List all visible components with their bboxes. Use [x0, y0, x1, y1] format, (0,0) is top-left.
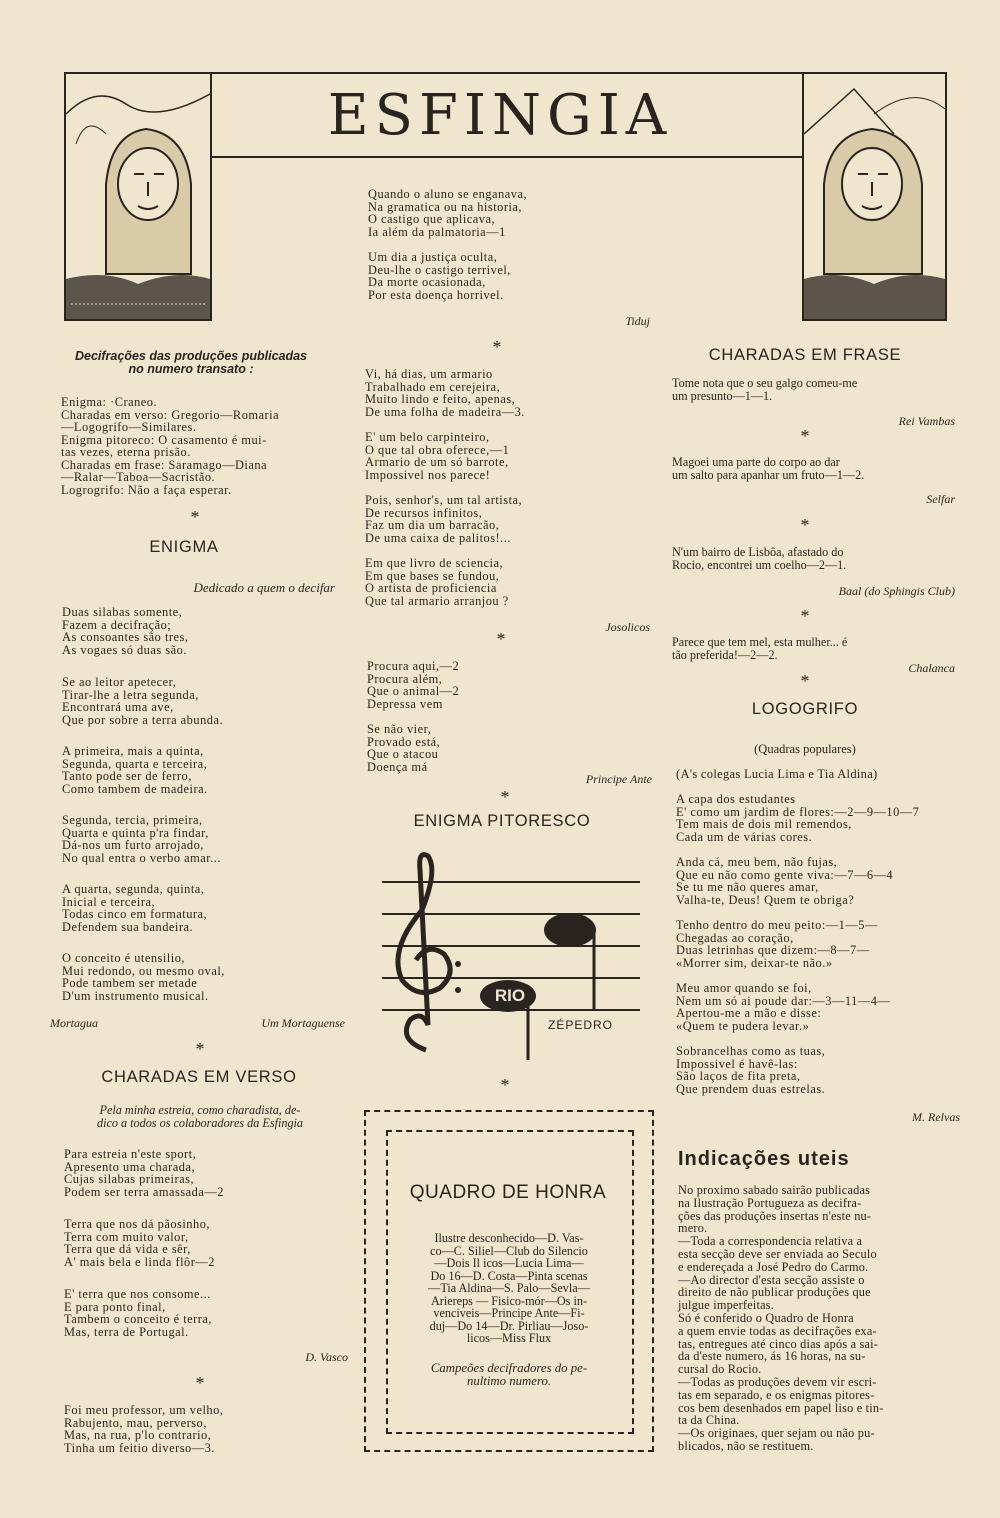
charada-frase-1: Tome nota que o seu galgo comeu-me um presunto—1—1. — [672, 376, 858, 403]
logogrifo-stanza-4: Meu amor quando se foi, Nem um só ai poude dar:—3—11—4— Apertou-me a mão e disse: «Quem te pudera levar.» — [676, 981, 891, 1033]
indicacoes-heading: Indicações uteis — [678, 1148, 850, 1170]
separator-asterisk: * — [800, 606, 810, 626]
signature-tiduj: Tiduj — [625, 314, 650, 328]
separator-asterisk: * — [195, 1373, 205, 1393]
sphinx-left-icon — [66, 74, 210, 319]
separator-asterisk: * — [800, 426, 810, 446]
quadro-honra-heading: QUADRO DE HONRA — [409, 1182, 607, 1203]
separator-asterisk: * — [500, 1075, 510, 1095]
charada-frase-3: N'um bairro de Lisbôa, afastado do Rocio, encontrei um coelho—2—1. — [672, 545, 847, 572]
logogrifo-stanza-3: Tenho dentro do meu peito:—1—5— Chegadas ao coração, Duas letrinhas que dizem:—8—7— «Morrer sim, deixar-te não.» — [676, 918, 878, 970]
charadas-stanza-3: E' terra que nos consome... E para ponto final, Tambem o conceito é terra, Mas, terra de Portugal. — [64, 1287, 213, 1339]
quadro-honra-body: Ilustre desconhecido—D. Vas- co—C. Siliel—Club do Silencio —Dois Il icos—Lucia Lima— Do 16—D. Costa—Pinta scenas —Tia Aldina—S. Palo—Sevla— Ariereps — Fisico-mór—Os in- venciveis—Principe Ante—Fi- duj—Do 14—Dr. Pirliau—Joso- licos—Miss Flux — [428, 1231, 590, 1345]
logogrifo-stanza-2: Anda cá, meu bem, não fujas, Que eu não como gente viva:—7—6—4 Se tu me não queres amar, Valha-te, Deus! Quem te obriga? — [676, 855, 894, 907]
separator-asterisk: * — [800, 515, 810, 535]
enigma-dedication: Dedicado a quem o decifar — [193, 580, 335, 595]
signature-vasco: D. Vasco — [305, 1350, 348, 1364]
separator-asterisk: * — [496, 629, 506, 649]
verse-6: Em que livro de sciencia, Em que bases se fundou, O artista de proficiencia Que tal armario arranjou ? — [365, 556, 509, 608]
verse-8: Se não vier, Provado está, Que o atacou Doença má — [367, 722, 441, 774]
page-title: ESFINGIA — [327, 83, 673, 148]
verse-1: Quando o aluno se enganava, Na gramatica ou na historia, O castigo que aplicava, Ia além da palmatoria—1 — [368, 187, 528, 239]
enigma-stanza-4: Segunda, tercia, primeira, Quarta e quinta p'ra findar, Dá-nos um furto arrojado, No qual entra o verbo amar... — [62, 813, 222, 865]
charadas-frase-heading: CHARADAS EM FRASE — [708, 346, 902, 364]
logogrifo-stanza-5: Sobrancelhas como as tuas, Impossivel é havê-las: São laços de fita preta, Que prendem duas estrelas. — [676, 1044, 826, 1096]
enigma-stanza-1: Duas silabas somente, Fazem a decifração; As consoantes são tres, As vogaes só duas são. — [62, 605, 189, 657]
verse-5: Pois, senhor's, um tal artista, De recursos infinitos, Faz um dia um barracão, De uma caixa de palitos!... — [365, 493, 523, 545]
separator-asterisk: * — [195, 1039, 205, 1059]
separator-asterisk: * — [500, 787, 510, 807]
logogrifo-stanza-1: A capa dos estudantes E' como um jardim de flores:—2—9—10—7 Tem mais de dois mil remendos, Cada um de várias cores. — [676, 792, 920, 844]
illustrator-signature: ZÉPEDRO — [548, 1018, 614, 1032]
enigma-stanza-3: A primeira, mais a quinta, Segunda, quarta e terceira, Tanto pode ser de ferro, Como tambem de madeira. — [62, 744, 208, 796]
signature-relvas: M. Relvas — [912, 1110, 960, 1124]
logogrifo-heading: LOGOGRIFO — [751, 700, 859, 718]
charadas-stanza-2: Terra que nos dá pãosinho, Terra com muito valor, Terra que dá vida e sêr, A' mais bela e linda flôr—2 — [64, 1217, 215, 1269]
separator-asterisk: * — [800, 671, 810, 691]
enigma-stanza-2: Se ao leitor apetecer, Tirar-lhe a letra segunda, Encontrará uma ave, Que por sobre a terra abunda. — [62, 675, 224, 727]
quadro-honra-footer: Campeões decifradores do pe- nultimo numero. — [430, 1361, 588, 1388]
rio-label: RIO — [494, 986, 526, 1005]
sphinx-left-illustration — [64, 72, 212, 321]
enigma-heading: ENIGMA — [149, 538, 219, 556]
enigma-pitoresco-heading: ENIGMA PITORESCO — [413, 812, 591, 830]
logogrifo-dedication: (A's colegas Lucia Lima e Tia Aldina) — [676, 767, 878, 781]
separator-asterisk: * — [190, 507, 200, 527]
sphinx-right-illustration — [802, 72, 947, 321]
verse-7: Procura aqui,—2 Procura além, Que o animal—2 Depressa vem — [367, 659, 460, 711]
charadas-dedication: Pela minha estreia, como charadista, de- dico a todos os colaboradores da Esfingia — [96, 1103, 304, 1130]
enigma-stanza-5: A quarta, segunda, quinta, Inicial e terceira, Todas cinco em formatura, Defendem sua bandeira. — [62, 882, 208, 934]
decifracoes-title: Decifrações das produções publicadas no numero transato : — [74, 349, 308, 376]
verse-4: E' um belo carpinteiro, O que tal obra oferece,—1 Armario de um só barrote, Impossivel nos parece! — [365, 430, 510, 482]
charadas-stanza-4: Foi meu professor, um velho, Rabujento, mau, perverso, Mas, na rua, p'lo contrario, Tinha um feitio diverso—3. — [64, 1403, 224, 1455]
enigma-stanza-6: O conceito é utensilio, Mui redondo, ou mesmo oval, Pode tambem ser metade D'um instrumento musical. — [62, 951, 225, 1003]
charada-frase-2: Magoei uma parte do corpo ao dar um salto para apanhar um fruto—1—2. — [672, 455, 865, 482]
verse-2: Um dia a justiça oculta, Deu-lhe o castigo terrivel, Da morte ocasionada, Por esta doença horrivel. — [368, 250, 511, 302]
charadas-verso-heading: CHARADAS EM VERSO — [101, 1068, 297, 1086]
signature-rei-vambas: Rei Vambas — [898, 414, 955, 428]
indicacoes-body: No proximo sabado sairão publicadas na Ilustração Portugueza as decifra- ções das produções insertas n'este nu- mero. —Toda a correspondencia relativa a esta secção deve ser enviada ao Seculo e endereçada a José Pedro do Carmo. —Ao director d'esta secção assiste o direito de não publicar produções que julgue imperfeitas. Só é conferido o Quadro de Honra a quem envie todas as decifrações exa- tas, entregues até cinco dias após a sai- da d'este numero, ás 16 horas, na su- cursal do Rocio. —Todas as produções devem vir escri- tas em separado, e os enigmas pitores- cos bem desenhados em papel liso e tin- ta da China. —Os originaes, quer sejam ou não pu- blicados, não se restituem. — [678, 1183, 884, 1453]
signature-chalanca: Chalanca — [908, 661, 955, 675]
charadas-stanza-1: Para estreia n'este sport, Apresento uma charada, Cujas silabas primeiras, Podem ser terra amassada—2 — [64, 1147, 224, 1199]
separator-asterisk: * — [492, 337, 502, 357]
logogrifo-subtitle: (Quadras populares) — [754, 742, 856, 756]
signature-author: Um Mortaguense — [261, 1016, 345, 1030]
charada-frase-4: Parece que tem mel, esta mulher... é tão preferida!—2—2. — [672, 635, 848, 662]
decifracoes-body: Enigma: ·Craneo. Charadas em verso: Gregorio—Romaria —Logogrifo—Similares. Enigma pitoreco: O casamento é mui- tas vezes, eterna prisão. Charadas em frase: Saramago—Diana —Ralar—Taboa—Sacristão. Logrogrifo: Não a faça esperar. — [61, 395, 280, 497]
signature-place: Mortagua — [50, 1016, 98, 1030]
signature-baal: Baal (do Sphingis Club) — [838, 584, 955, 598]
signature-selfar: Selfar — [926, 492, 955, 506]
signature-principe: Principe Ante — [585, 772, 652, 786]
verse-3: Vi, há dias, um armario Trabalhado em cerejeira, Muito lindo e feito, apenas, De uma folha de madeira—3. — [365, 367, 525, 419]
sphinx-right-icon — [804, 74, 945, 319]
signature-josolicos: Josolicos — [605, 620, 650, 634]
